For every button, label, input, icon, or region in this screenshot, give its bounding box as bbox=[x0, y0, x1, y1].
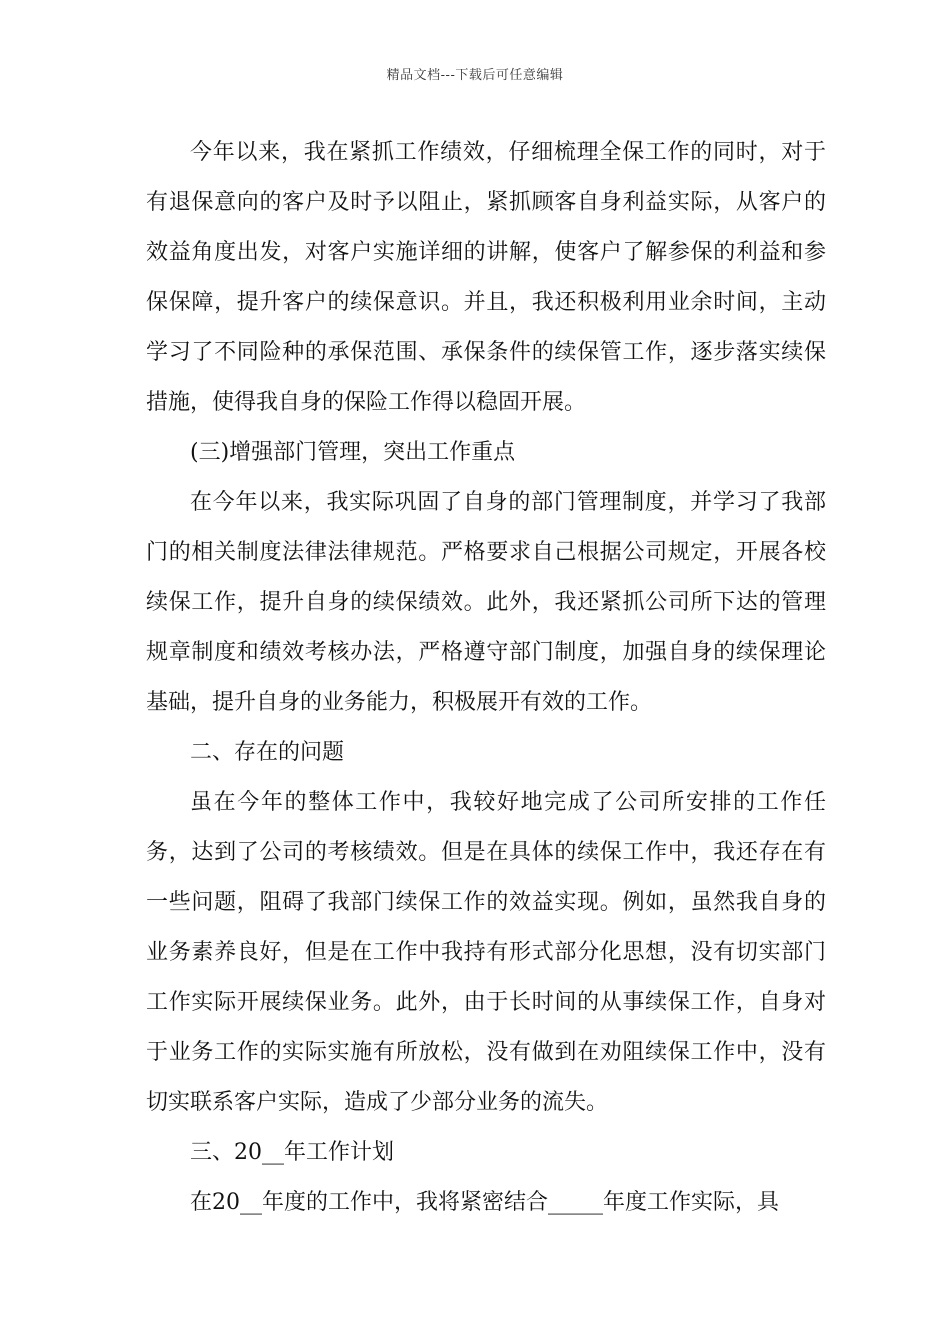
paragraph-work-plan: 在20__年度的工作中，我将紧密结合_____年度工作实际，具 bbox=[190, 1190, 779, 1215]
paragraph-existing-problems: 虽在今年的整体工作中，我较好地完成了公司所安排的工作任务，达到了公司的考核绩效。但是在具体的续保工作中，我还存在有一些问题，阻碍了我部门续保工作的效益实现。例如，虽然我自身的业务素养良好，但是在工作中我持有形式部分化思想，没有切实部门工作实际开展续保业务。此外，由于长时间的从事续保工作，自身对于业务工作的实际实施有所放松，没有做到在劝阻续保工作中，没有切实联系客户实际，造成了少部分业务的流失。 bbox=[146, 790, 826, 1115]
document-body bbox=[146, 128, 826, 1228]
paragraph-renewal-efforts: 今年以来，我在紧抓工作绩效，仔细梳理全保工作的同时，对于有退保意向的客户及时予以阻止，紧抓顾客自身利益实际，从客户的效益角度出发，对客户实施详细的讲解，使客户了解参保的利益和参保保障，提升客户的续保意识。并且，我还积极利用业余时间，主动学习了不同险种的承保范围、承保条件的续保管工作，逐步落实续保措施，使得我自身的保险工作得以稳固开展。 bbox=[146, 140, 826, 415]
section-heading-department-management: (三)增强部门管理，突出工作重点 bbox=[190, 440, 516, 465]
page-header: 精品文档---下载后可任意编辑 bbox=[386, 68, 564, 83]
section-heading-existing-problems: 二、存在的问题 bbox=[190, 740, 345, 765]
section-heading-work-plan: 三、20__年工作计划 bbox=[190, 1140, 394, 1165]
paragraph-department-management: 在今年以来，我实际巩固了自身的部门管理制度，并学习了我部门的相关制度法律法律规范。严格要求自己根据公司规定，开展各校续保工作，提升自身的续保绩效。此外，我还紧抓公司所下达的管理规章制度和绩效考核办法，严格遵守部门制度，加强自身的续保理论基础，提升自身的业务能力，积极展开有效的工作。 bbox=[146, 490, 826, 715]
